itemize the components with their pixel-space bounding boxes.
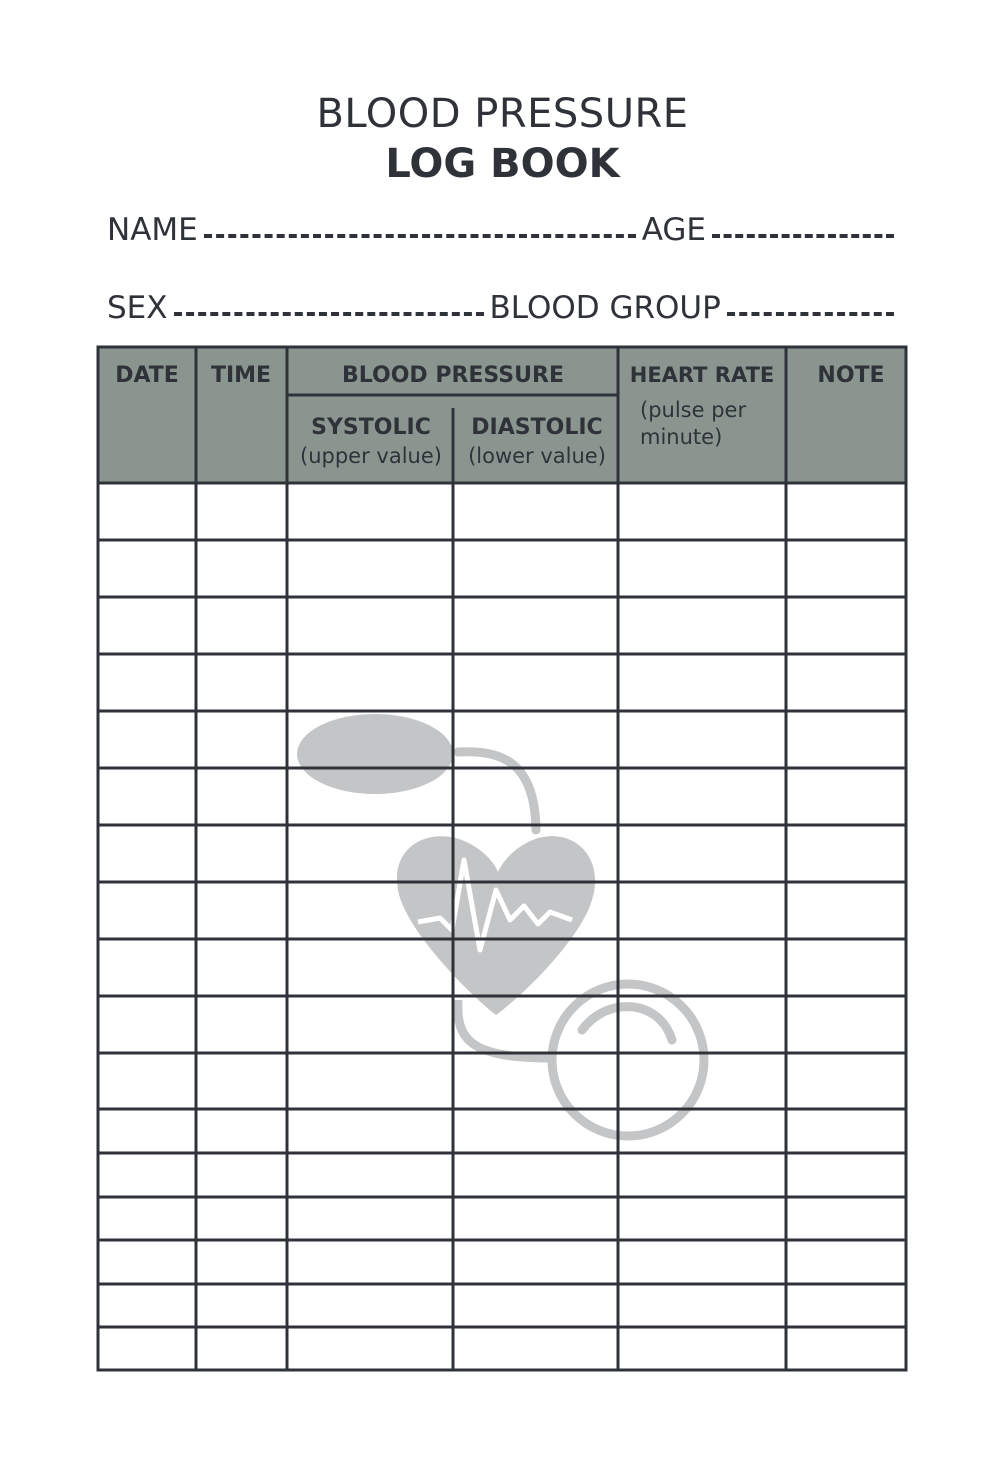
sex-label: SEX: [107, 290, 168, 326]
heart-blood-pressure-monitor-icon: [297, 714, 704, 1136]
header-systolic: SYSTOLIC: [311, 415, 431, 440]
header-heart-rate: HEART RATE: [629, 363, 775, 387]
header-time: TIME: [210, 363, 272, 388]
header-date: DATE: [115, 363, 179, 388]
age-label: AGE: [641, 212, 707, 248]
header-note: NOTE: [817, 363, 885, 388]
header-systolic-sub: (upper value): [300, 444, 442, 468]
header-heart-rate-sub-1: (pulse per: [640, 398, 747, 422]
header-diastolic: DIASTOLIC: [471, 415, 603, 440]
header-diastolic-sub: (lower value): [468, 444, 606, 468]
title-line-1: BLOOD PRESSURE: [316, 91, 689, 137]
title-line-2: LOG BOOK: [385, 141, 620, 187]
header-heart-rate-sub-2: minute): [640, 425, 723, 449]
blood-group-label: BLOOD GROUP: [489, 290, 721, 326]
name-label: NAME: [107, 212, 198, 248]
table-lines: [98, 347, 906, 1370]
header-blood-pressure: BLOOD PRESSURE: [342, 363, 564, 388]
